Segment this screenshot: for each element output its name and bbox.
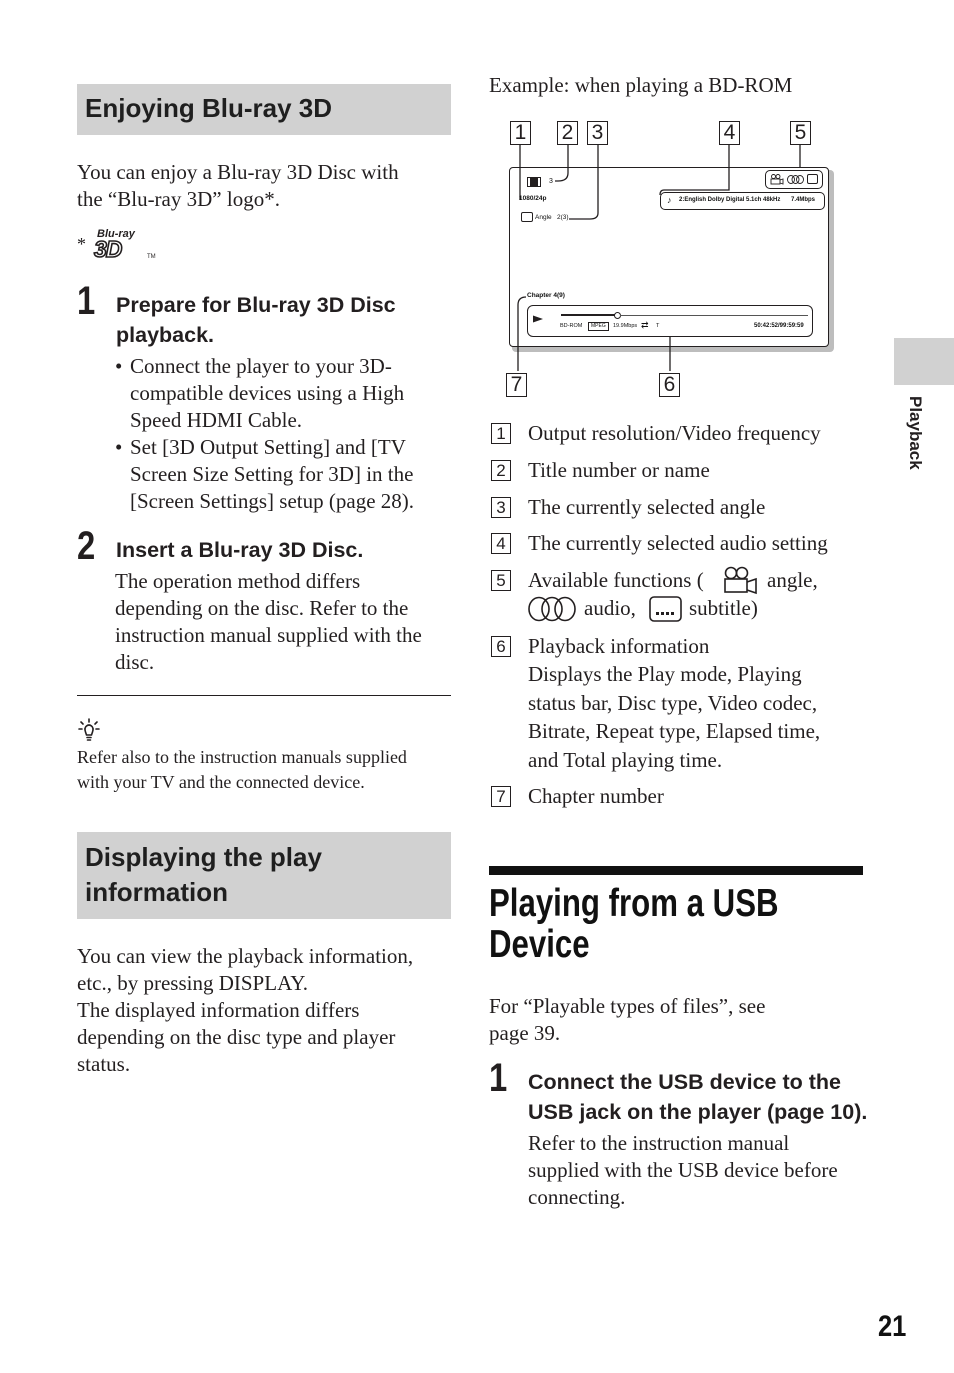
body-text: depending on the disc type and player bbox=[77, 1025, 396, 1049]
legend-text: The currently selected audio setting bbox=[528, 531, 828, 555]
legend-num: 4 bbox=[491, 533, 511, 554]
legend-text: Title number or name bbox=[528, 458, 710, 482]
disc-type: BD-ROM bbox=[560, 323, 583, 329]
callout-1: 1 bbox=[510, 121, 531, 145]
legend-text: angle, bbox=[767, 568, 818, 592]
step-number: 1 bbox=[77, 279, 96, 323]
step-text: depending on the disc. Refer to the bbox=[115, 596, 409, 620]
legend-num: 2 bbox=[491, 460, 511, 481]
progress-played bbox=[561, 314, 615, 316]
angle-icon bbox=[521, 212, 533, 222]
step-number: 1 bbox=[489, 1056, 508, 1100]
legend-text: audio, bbox=[584, 596, 636, 620]
callout-3: 3 bbox=[587, 121, 608, 145]
section-bar-play-info bbox=[77, 832, 451, 919]
film-title-icon bbox=[527, 177, 541, 187]
legend-text: Playback information bbox=[528, 634, 710, 658]
tip-text: with your TV and the connected device. bbox=[77, 772, 365, 792]
intro-line: You can enjoy a Blu-ray 3D Disc with bbox=[77, 160, 399, 184]
legend-text: The currently selected angle bbox=[528, 495, 766, 519]
step-heading: USB jack on the player (page 10). bbox=[528, 1100, 868, 1124]
step-text: connecting. bbox=[528, 1185, 626, 1209]
bitrate: 19.9Mbps bbox=[613, 323, 638, 329]
functions-box bbox=[765, 170, 823, 189]
legend-num: 3 bbox=[491, 497, 511, 518]
legend-text: and Total playing time. bbox=[528, 748, 723, 772]
callout-5: 5 bbox=[790, 121, 811, 145]
callout-4: 4 bbox=[719, 121, 740, 145]
title-number: 3 bbox=[549, 178, 553, 185]
subtitle-icon bbox=[649, 596, 682, 622]
step-heading: Insert a Blu-ray 3D Disc. bbox=[116, 538, 364, 562]
intro-line: the “Blu-ray 3D” logo*. bbox=[77, 187, 280, 211]
step-text: disc. bbox=[115, 650, 155, 674]
body-text: etc., by pressing DISPLAY. bbox=[77, 971, 309, 995]
playing-time: 50:42:52/99:59:59 bbox=[754, 323, 804, 329]
music-note-icon: ♪ bbox=[667, 195, 672, 205]
step-heading: Connect the USB device to the bbox=[528, 1070, 841, 1094]
tip-text: Refer also to the instruction manuals supplied bbox=[77, 747, 407, 767]
example-caption: Example: when playing a BD-ROM bbox=[489, 73, 793, 97]
usb-intro: page 39. bbox=[489, 1021, 561, 1045]
step-heading: playback. bbox=[116, 323, 214, 347]
bullet-item: • Connect the player to your 3D- compatible devices using a High Speed HDMI Cable. bbox=[115, 354, 405, 432]
playback-info-box bbox=[527, 305, 813, 337]
side-tab-label-wrap bbox=[903, 396, 927, 486]
legend-num: 7 bbox=[491, 786, 511, 807]
repeat-type: T bbox=[656, 323, 660, 329]
display-diagram bbox=[489, 115, 849, 405]
legend-text: status bar, Disc type, Video codec, bbox=[528, 691, 818, 715]
section-title: information bbox=[85, 877, 228, 907]
play-icon bbox=[532, 315, 544, 323]
tip-lightbulb-icon bbox=[78, 718, 100, 742]
section-title: Displaying the play bbox=[85, 842, 322, 872]
body-text: status. bbox=[77, 1052, 131, 1076]
audio-icon bbox=[528, 596, 578, 622]
legend-text: Displays the Play mode, Playing bbox=[528, 662, 802, 686]
angle-camera-icon bbox=[770, 174, 784, 185]
step-text: supplied with the USB device before bbox=[528, 1158, 838, 1182]
heading-rule bbox=[489, 866, 863, 875]
side-tab-label: Playback bbox=[906, 396, 925, 470]
section-bar-enjoying-3d bbox=[77, 84, 451, 135]
progress-remaining bbox=[620, 315, 808, 316]
callout-lines bbox=[489, 115, 849, 405]
audio-setting: 2:English Dolby Digital 5.1ch 48kHz bbox=[679, 197, 781, 203]
audio-icon bbox=[787, 175, 804, 184]
bluray-3d-logo: * Blu-ray 3D TM bbox=[77, 228, 156, 262]
legend-num: 6 bbox=[491, 636, 511, 657]
legend-text: Bitrate, Repeat type, Elapsed time, bbox=[528, 719, 821, 743]
angle-camera-icon bbox=[723, 566, 759, 596]
page-number: 21 bbox=[878, 1310, 907, 1343]
bullet-item: • Set [3D Output Setting] and [TV Screen Size Setting for 3D] in the [Screen Settings] setup (page 28). bbox=[115, 435, 415, 513]
usb-intro: For “Playable types of files”, see bbox=[489, 994, 766, 1018]
resolution: 1080/24p bbox=[519, 195, 547, 202]
step-text: Refer to the instruction manual bbox=[528, 1131, 790, 1155]
audio-info-box bbox=[660, 192, 825, 210]
callout-7: 7 bbox=[506, 373, 527, 397]
codec-badge: MPEG bbox=[588, 322, 609, 331]
angle-value: 2(3) bbox=[557, 214, 569, 221]
legend-text: Available functions ( bbox=[528, 568, 704, 592]
step-text: instruction manual supplied with the bbox=[115, 623, 422, 647]
step-heading: Prepare for Blu-ray 3D Disc bbox=[116, 293, 396, 317]
callout-2: 2 bbox=[557, 121, 578, 145]
body-text: You can view the playback information, bbox=[77, 944, 414, 968]
step-number: 2 bbox=[77, 524, 96, 568]
body-text: The displayed information differs bbox=[77, 998, 360, 1022]
repeat-icon: ⇄ bbox=[641, 320, 649, 330]
chapter-title: Playing from a USB bbox=[489, 882, 779, 925]
legend-num: 1 bbox=[491, 423, 511, 444]
section-title: Enjoying Blu-ray 3D bbox=[85, 93, 333, 123]
legend-text: subtitle) bbox=[689, 596, 758, 620]
callout-6: 6 bbox=[659, 373, 680, 397]
legend-text: Chapter number bbox=[528, 784, 664, 808]
divider bbox=[77, 695, 451, 696]
side-tab bbox=[894, 338, 954, 385]
legend-text: Output resolution/Video frequency bbox=[528, 421, 821, 445]
chapter-title: Device bbox=[489, 923, 590, 966]
legend-num: 5 bbox=[491, 570, 511, 591]
step-text: The operation method differs bbox=[115, 569, 361, 593]
chapter-number: Chapter 4(9) bbox=[527, 292, 565, 299]
angle-label: Angle bbox=[535, 214, 552, 221]
audio-rate: 7.4Mbps bbox=[791, 197, 816, 203]
subtitle-icon bbox=[807, 174, 818, 184]
